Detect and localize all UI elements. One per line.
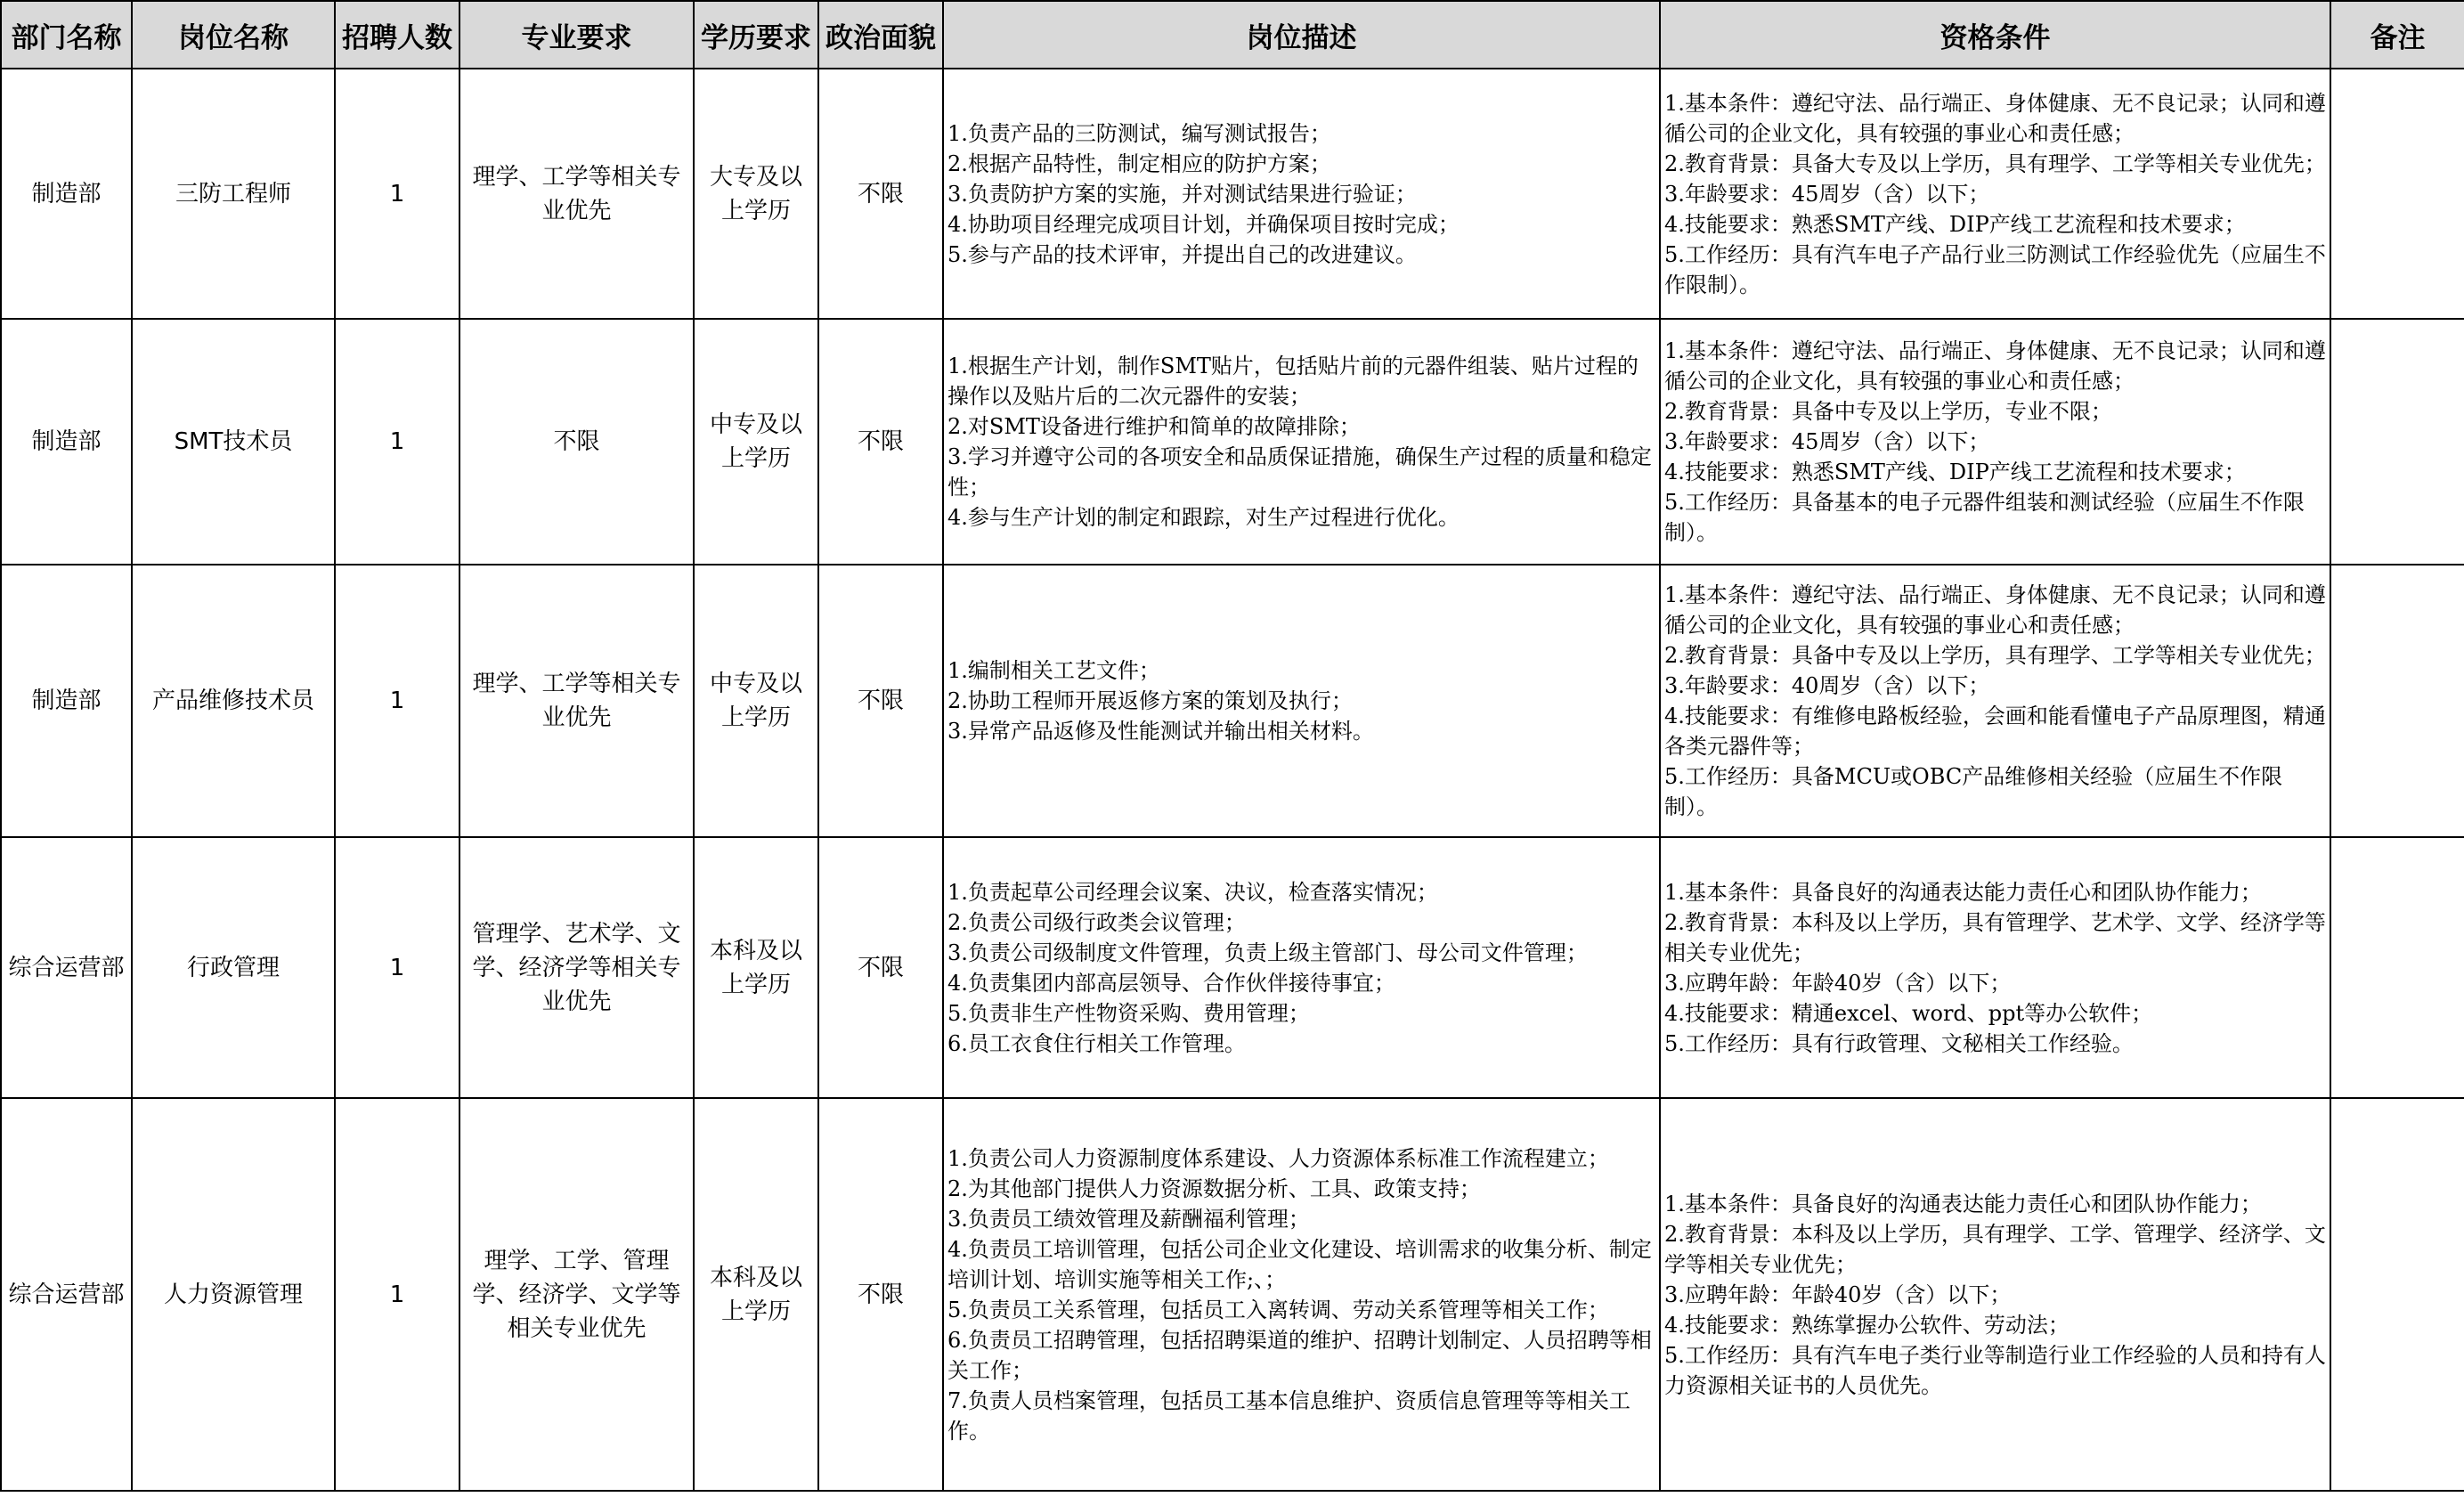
desc-line: 3.异常产品返修及性能测试并输出相关材料。 — [947, 719, 1374, 744]
qual-cell — [1660, 1098, 2330, 1491]
qual-line: 3.年龄要求：45周岁（含）以下； — [1664, 181, 1990, 207]
politics-cell: 不限 — [818, 837, 943, 1098]
qual-line: 5.工作经历：具备基本的电子元器件组装和测试经验（应届生不作限制）。 — [1664, 490, 2305, 545]
qual-line: 3.应聘年龄：年龄40岁（含）以下； — [1664, 970, 2012, 996]
desc-line: 6.员工衣食住行相关工作管理。 — [947, 1030, 1246, 1056]
dept-cell: 制造部 — [1, 319, 132, 565]
desc-line: 7.负责人员档案管理，包括员工基本信息维护、资质信息管理等等相关工作。 — [947, 1387, 1630, 1444]
desc-cell — [943, 565, 1660, 837]
desc-line: 1.负责公司人力资源制度体系建设、人力资源体系标准工作流程建立； — [947, 1145, 1609, 1171]
desc-line: 4.负责集团内部高层领导、合作伙伴接待事宜； — [947, 970, 1395, 996]
note-cell — [2330, 1098, 2464, 1491]
major-cell: 理学、工学、管理学、经济学、文学等相关专业优先 — [459, 1098, 694, 1491]
desc-line: 2.对SMT设备进行维护和简单的故障排除； — [947, 414, 1361, 439]
major-cell: 理学、工学等相关专业优先 — [459, 565, 694, 837]
count-cell: 1 — [335, 837, 459, 1098]
header-major: 专业要求 — [459, 1, 694, 69]
dept-cell: 制造部 — [1, 565, 132, 837]
note-cell — [2330, 837, 2464, 1098]
qual-line: 3.年龄要求：40周岁（含）以下； — [1664, 673, 1990, 698]
edu-cell: 中专及以上学历 — [694, 565, 818, 837]
qual-line: 4.技能要求：熟悉SMT产线、DIP产线工艺流程和技术要求； — [1664, 460, 2246, 484]
desc-line: 3.负责公司级制度文件管理，负责上级主管部门、母公司文件管理； — [947, 940, 1588, 965]
table-row — [1, 1098, 2464, 1491]
table-row — [1, 319, 2464, 565]
position-cell: 行政管理 — [132, 837, 335, 1098]
politics-cell: 不限 — [818, 69, 943, 319]
qual-line: 4.技能要求：熟悉SMT产线、DIP产线工艺流程和技术要求； — [1664, 211, 2246, 237]
desc-cell — [943, 837, 1660, 1098]
count-cell: 1 — [335, 565, 459, 837]
major-cell: 理学、工学等相关专业优先 — [459, 69, 694, 319]
desc-line: 2.根据产品特性，制定相应的防护方案； — [947, 151, 1331, 176]
desc-line: 2.为其他部门提供人力资源数据分析、工具、政策支持； — [947, 1176, 1481, 1201]
count-cell: 1 — [335, 69, 459, 319]
edu-cell: 大专及以上学历 — [694, 69, 818, 319]
desc-cell — [943, 1098, 1660, 1491]
edu-cell: 本科及以上学历 — [694, 837, 818, 1098]
header-edu: 学历要求 — [694, 1, 818, 69]
qual-cell — [1660, 837, 2330, 1098]
note-cell — [2330, 565, 2464, 837]
qual-line: 3.年龄要求：45周岁（含）以下； — [1664, 429, 1990, 454]
desc-line: 1.负责产品的三防测试，编写测试报告； — [947, 120, 1331, 146]
header-position: 岗位名称 — [132, 1, 335, 69]
desc-cell — [943, 319, 1660, 565]
qual-line: 1.基本条件：遵纪守法、品行端正、身体健康、无不良记录；认同和遵循公司的企业文化，具有较强的事业心和责任感； — [1664, 338, 2326, 394]
qual-line: 5.工作经历：具备MCU或OBC产品维修相关经验（应届生不作限制）。 — [1664, 764, 2283, 819]
note-cell — [2330, 69, 2464, 319]
desc-line: 5.负责非生产性物资采购、费用管理； — [947, 1000, 1310, 1026]
qual-line: 1.基本条件：遵纪守法、品行端正、身体健康、无不良记录；认同和遵循公司的企业文化，具有较强的事业心和责任感； — [1664, 582, 2326, 638]
politics-cell: 不限 — [818, 319, 943, 565]
qual-line: 1.基本条件：具备良好的沟通表达能力责任心和团队协作能力； — [1664, 1191, 2262, 1216]
politics-cell: 不限 — [818, 565, 943, 837]
note-cell — [2330, 319, 2464, 565]
desc-line: 5.负责员工关系管理，包括员工入离转调、劳动关系管理等相关工作； — [947, 1297, 1609, 1322]
major-cell: 管理学、艺术学、文学、经济学等相关专业优先 — [459, 837, 694, 1098]
desc-line: 3.负责防护方案的实施，并对测试结果进行验证； — [947, 181, 1417, 207]
qual-cell — [1660, 69, 2330, 319]
header-desc: 岗位描述 — [943, 1, 1660, 69]
desc-line: 2.负责公司级行政类会议管理； — [947, 909, 1246, 935]
desc-line: 6.负责员工招聘管理，包括招聘渠道的维护、招聘计划制定、人员招聘等相关工作； — [947, 1327, 1652, 1383]
header-qual: 资格条件 — [1660, 1, 2330, 69]
desc-line: 1.编制相关工艺文件； — [947, 658, 1160, 683]
table-row — [1, 69, 2464, 319]
qual-line: 1.基本条件：具备良好的沟通表达能力责任心和团队协作能力； — [1664, 879, 2262, 905]
qual-line: 4.技能要求：熟练掌握办公软件、劳动法； — [1664, 1312, 2070, 1338]
header-row — [1, 1, 2464, 69]
header-politics: 政治面貌 — [818, 1, 943, 69]
desc-line: 2.协助工程师开展返修方案的策划及执行； — [947, 688, 1353, 713]
table-row — [1, 837, 2464, 1098]
qual-cell — [1660, 319, 2330, 565]
qual-line: 2.教育背景：具备中专及以上学历，专业不限； — [1664, 399, 2112, 424]
table-row — [1, 565, 2464, 837]
desc-line: 4.参与生产计划的制定和跟踪，对生产过程进行优化。 — [947, 505, 1460, 530]
dept-cell: 制造部 — [1, 69, 132, 319]
dept-cell: 综合运营部 — [1, 1098, 132, 1491]
desc-cell — [943, 69, 1660, 319]
qual-line: 2.教育背景：本科及以上学历，具有管理学、艺术学、文学、经济学等相关专业优先； — [1664, 909, 2326, 965]
desc-line: 3.负责员工绩效管理及薪酬福利管理； — [947, 1206, 1310, 1232]
qual-line: 2.教育背景：具备中专及以上学历，具有理学、工学等相关专业优先； — [1664, 643, 2326, 668]
count-cell: 1 — [335, 1098, 459, 1491]
qual-line: 4.技能要求：有维修电路板经验，会画和能看懂电子产品原理图，精通各类元器件等； — [1664, 704, 2326, 759]
edu-cell: 本科及以上学历 — [694, 1098, 818, 1491]
desc-line: 3.学习并遵守公司的各项安全和品质保证措施，确保生产过程的质量和稳定性； — [947, 444, 1652, 500]
header-count: 招聘人数 — [335, 1, 459, 69]
major-cell: 不限 — [459, 319, 694, 565]
header-dept: 部门名称 — [1, 1, 132, 69]
position-cell: SMT技术员 — [132, 319, 335, 565]
dept-cell: 综合运营部 — [1, 837, 132, 1098]
count-cell: 1 — [335, 319, 459, 565]
desc-line: 4.协助项目经理完成项目计划，并确保项目按时完成； — [947, 211, 1460, 237]
politics-cell: 不限 — [818, 1098, 943, 1491]
position-cell: 产品维修技术员 — [132, 565, 335, 837]
qual-cell — [1660, 565, 2330, 837]
qual-line: 3.应聘年龄：年龄40岁（含）以下； — [1664, 1281, 2012, 1307]
desc-line: 1.负责起草公司经理会议案、决议，检查落实情况； — [947, 879, 1438, 905]
header-note: 备注 — [2330, 1, 2464, 69]
qual-line: 2.教育背景：具备大专及以上学历，具有理学、工学等相关专业优先； — [1664, 151, 2326, 176]
desc-line: 4.负责员工培训管理，包括公司企业文化建设、培训需求的收集分析、制定培训计划、培训实施等相关工作;、； — [947, 1236, 1652, 1292]
qual-line: 5.工作经历：具有汽车电子产品行业三防测试工作经验优先（应届生不作限制）。 — [1664, 241, 2326, 297]
position-cell: 三防工程师 — [132, 69, 335, 319]
qual-line: 1.基本条件：遵纪守法、品行端正、身体健康、无不良记录；认同和遵循公司的企业文化，具有较强的事业心和责任感； — [1664, 90, 2326, 146]
qual-line: 5.工作经历：具有行政管理、文秘相关工作经验。 — [1664, 1030, 2134, 1056]
qual-line: 4.技能要求：精通excel、word、ppt等办公软件； — [1664, 1000, 2153, 1026]
desc-line: 1.根据生产计划，制作SMT贴片，包括贴片前的元器件组装、贴片过程的操作以及贴片后的二次元器件的安装； — [947, 354, 1639, 409]
edu-cell: 中专及以上学历 — [694, 319, 818, 565]
desc-line: 5.参与产品的技术评审，并提出自己的改进建议。 — [947, 241, 1417, 267]
position-cell: 人力资源管理 — [132, 1098, 335, 1491]
qual-line: 5.工作经历：具有汽车电子类行业等制造行业工作经验的人员和持有人力资源相关证书的人员优先。 — [1664, 1342, 2326, 1398]
qual-line: 2.教育背景：本科及以上学历，具有理学、工学、管理学、经济学、文学等相关专业优先； — [1664, 1221, 2326, 1277]
